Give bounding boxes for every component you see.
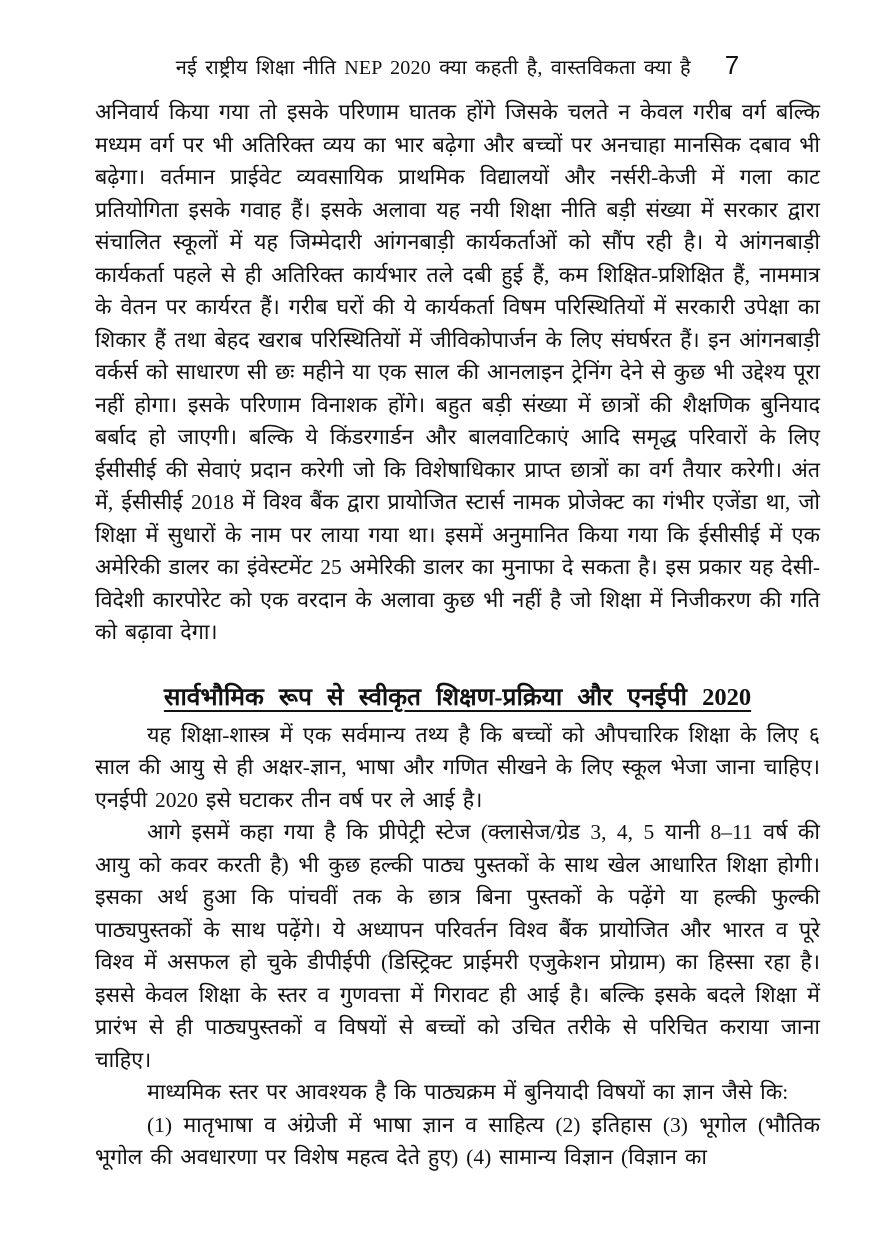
paragraph-continuation: अनिवार्य किया गया तो इसके परिणाम घातक होंगे जिसके चलते न केवल गरीब वर्ग बल्कि मध्यम वर्ग पर भी अतिरिक्त व्यय का भार बढ़ेगा और बच्चों पर अनचाहा मानसिक दबाव भी बढ़ेगा। वर्तमान प्राईवेट व्यवसायिक प्राथमिक विद्यालयों और नर्सरी-केजी में गला काट प्रतियोगिता इसके गवाह हैं। इसके अलावा यह नयी शिक्षा नीति बड़ी संख्या में सरकार द्वारा संचालित स्कूलों में यह जिम्मेदारी आंगनबाड़ी कार्यकर्ताओं को सौंप रही है। ये आंगनबाड़ी कार्यकर्ता पहले से ही अतिरिक्त कार्यभार तले दबी हुई हैं, कम शिक्षित-प्रशिक्षित हैं, नाममात्र के वेतन पर कार्यरत हैं। गरीब घरों की ये कार्यकर्ता विषम परिस्थितियों में सरकारी उपेक्षा का शिकार हैं तथा बेहद खराब परिस्थितियों में जीविकोपार्जन के लिए संघर्षरत हैं। इन आंगनबाड़ी वर्कर्स को साधारण सी छः महीने या एक साल की आनलाइन ट्रेनिंग देने से कुछ भी उद्देश्य पूरा नहीं होगा। इसके परिणाम विनाशक होंगे। बहुत बड़ी संख्या में छात्रों की शैक्षणिक बुनियाद बर्बाद हो जाएगी। बल्कि ये किंडरगार्डन और बालवाटिकाएं आदि समृद्ध परिवारों के लिए ईसीसीई की सेवाएं प्रदान करेगी जो कि विशेषाधिकार प्राप्त छात्रों का वर्ग तैयार करेगी। अंत में, ईसीसीई 2018 में विश्व बैंक द्वारा प्रायोजित स्टार्स नामक प्रोजेक्ट का गंभीर एजेंडा था, जो शिक्षा में सुधारों के नाम पर लाया गया था। इसमें अनुमानित किया गया कि ईसीसीई में एक अमेरिकी डालर का इंवेस्टमेंट 25 अमेरिकी डालर का मुनाफा दे सकता है। इस प्रकार यह देसी-विदेशी कारपोरेट को एक वरदान के अलावा कुछ भी नहीं है जो शिक्षा में निजीकरण की गति को बढ़ावा देगा।: [95, 100, 820, 644]
page-number: 7: [724, 50, 740, 80]
paragraph: आगे इसमें कहा गया है कि प्रीपेट्री स्टेज (क्लासेज/ग्रेड 3, 4, 5 यानी 8–11 वर्ष की आयु को कवर करती है) भी कुछ हल्की पाठ्य पुस्तकों के साथ खेल आधारित शिक्षा होगी। इसका अर्थ हुआ कि पांचवीं तक के छात्र बिना पुस्तकों के पढ़ेंगे या हल्की फुल्की पाठ्यपुस्तकों के साथ पढ़ेंगे। ये अध्यापन परिवर्तन विश्व बैंक प्रायोजित और भारत व पूरे विश्व में असफल हो चुके डीपीईपी (डिस्ट्रिक्ट प्राईमरी एजुकेशन प्रोग्राम) का हिस्सा रहा है। इससे केवल शिक्षा के स्तर व गुणवत्ता में गिरावट ही आई है। बल्कि इसके बदले शिक्षा में प्रारंभ से ही पाठ्यपुस्तकों व विषयों से बच्चों को उचित तरीके से परिचित कराया जाना चाहिए।: [95, 820, 820, 1072]
paragraph: यह शिक्षा-शास्त्र में एक सर्वमान्य तथ्य है कि बच्चों को औपचारिक शिक्षा के लिए ६ साल की आयु से ही अक्षर-ज्ञान, भाषा और गणित सीखने के लिए स्कूल भेजा जाना चाहिए। एनईपी 2020 इसे घटाकर तीन वर्ष पर ले आई है।: [95, 722, 820, 812]
page-body: [95, 96, 820, 1174]
running-header-title: नई राष्ट्रीय शिक्षा नीति NEP 2020 क्या कहती है, वास्तविकता क्या है: [175, 57, 691, 79]
section-heading: सार्वभौमिक रूप से स्वीकृत शिक्षण-प्रक्रिया और एनईपी 2020: [163, 683, 752, 711]
paragraph: माध्यमिक स्तर पर आवश्यक है कि पाठ्यक्रम में बुनियादी विषयों का ज्ञान जैसे कि:: [147, 1080, 789, 1104]
running-header: [95, 50, 820, 81]
paragraph-truncated: (1) मातृभाषा व अंग्रेजी में भाषा ज्ञान व साहित्य (2) इतिहास (3) भूगोल (भौतिक भूगोल की अवधारणा पर विशेष महत्व देते हुए) (4) सामान्य विज्ञान (विज्ञान का: [95, 1112, 820, 1169]
